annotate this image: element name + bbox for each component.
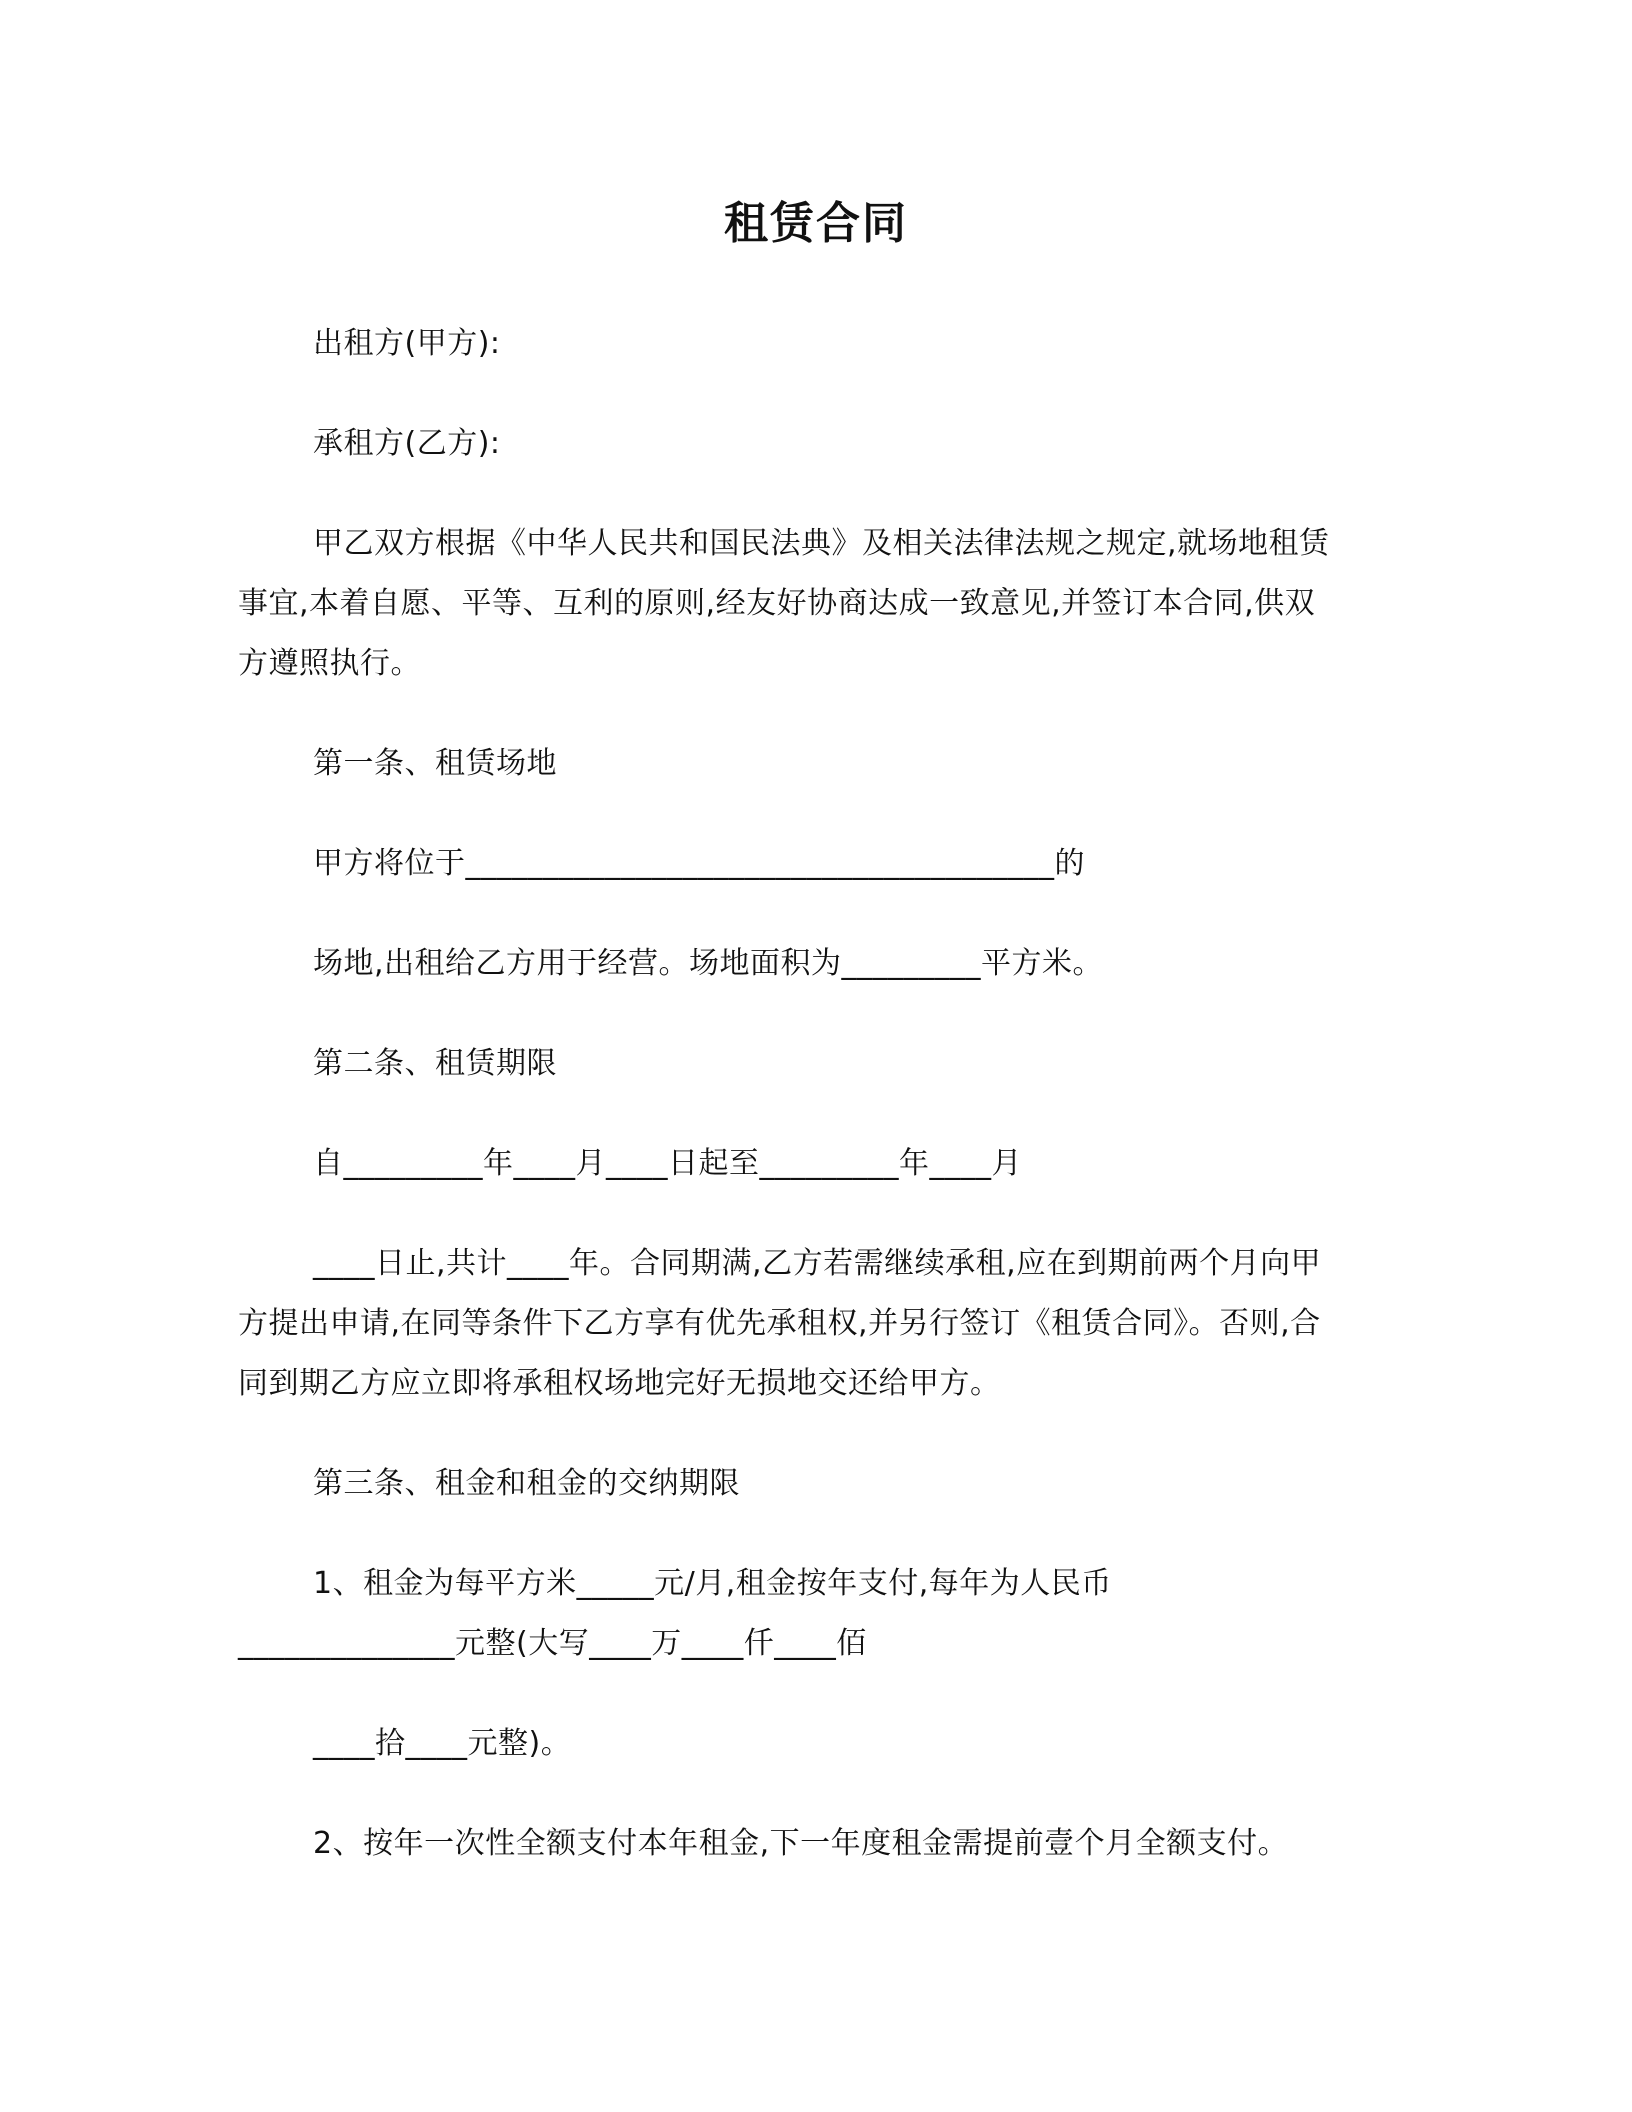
article-2-line-4: 同到期乙方应立即将承租权场地完好无损地交还给甲方。 <box>238 1366 1001 1401</box>
article-2-line-3: 方提出申请,在同等条件下乙方享有优先承租权,并另行签订《租赁合同》。否则,合 <box>238 1306 1321 1341</box>
article-1-heading: 第一条、租赁场地 <box>313 746 557 781</box>
article-2-line-1: 自_________年____月____日起至_________年____月 <box>313 1146 1022 1181</box>
article-2-line-2: ____日止,共计____年。合同期满,乙方若需继续承租,应在到期前两个月向甲 <box>313 1246 1322 1281</box>
article-1-line-1: 甲方将位于______________________________________的 <box>313 846 1085 881</box>
document-title: 租赁合同 <box>724 198 908 249</box>
preamble-line-1: 甲乙双方根据《中华人民共和国民法典》及相关法律法规之规定,就场地租赁 <box>313 526 1330 561</box>
article-3-item-1-line-1: 1、租金为每平方米_____元/月,租金按年支付,每年为人民币 <box>313 1566 1112 1601</box>
lessee-line: 承租方(乙方): <box>313 426 501 461</box>
article-3-item-1-line-2: ______________元整(大写____万____仟____佰 <box>238 1626 867 1661</box>
article-1-line-2: 场地,出租给乙方用于经营。场地面积为_________平方米。 <box>313 946 1104 981</box>
lessor-line: 出租方(甲方): <box>313 326 501 361</box>
article-3-item-1-line-3: ____拾____元整)。 <box>313 1726 572 1761</box>
preamble-line-2: 事宜,本着自愿、平等、互利的原则,经友好协商达成一致意见,并签订本合同,供双 <box>238 586 1316 621</box>
preamble-line-3: 方遵照执行。 <box>238 646 421 681</box>
article-2-heading: 第二条、租赁期限 <box>313 1046 557 1081</box>
article-3-heading: 第三条、租金和租金的交纳期限 <box>313 1466 740 1501</box>
article-3-item-2: 2、按年一次性全额支付本年租金,下一年度租金需提前壹个月全额支付。 <box>313 1826 1289 1861</box>
